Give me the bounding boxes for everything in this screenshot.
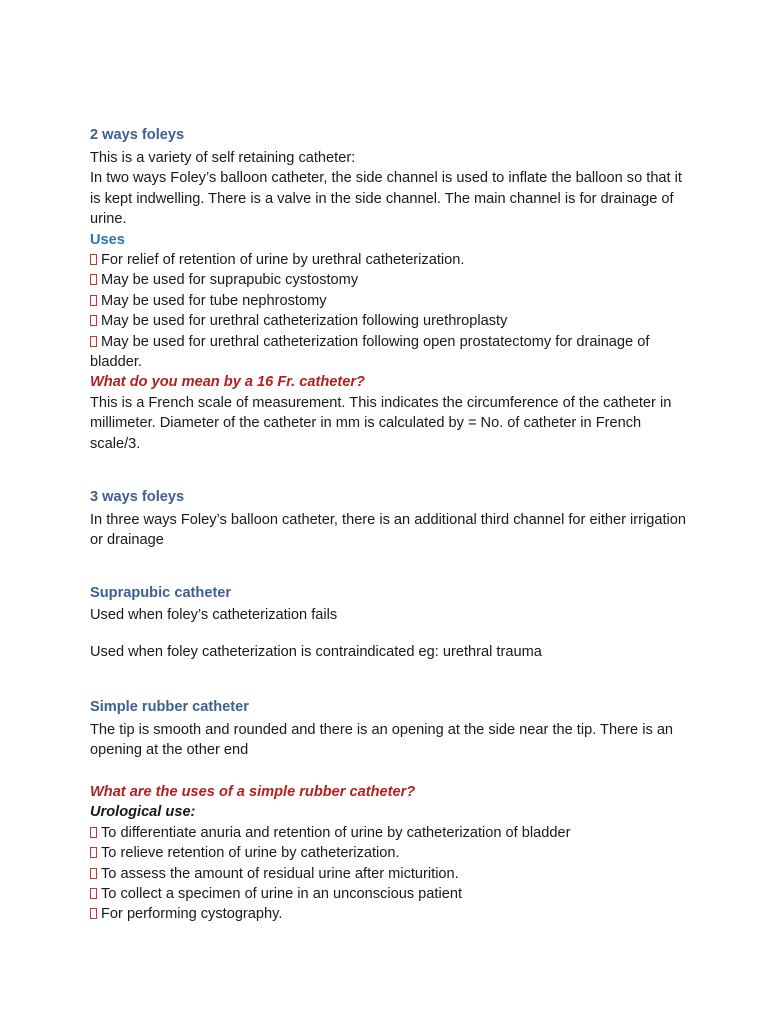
section-heading: Suprapubic catheter bbox=[90, 585, 232, 601]
paragraph: In two ways Foley’s balloon catheter, the side channel is used to inflate the balloon so that it is kept indwelling. There is a valve in the side channel. The main channel is for drainage of urine. bbox=[90, 170, 682, 228]
simple-body bbox=[90, 720, 690, 761]
section-heading: 2 ways foleys bbox=[90, 127, 185, 143]
section-heading: Simple rubber catheter bbox=[90, 699, 249, 715]
suprapubic-section bbox=[90, 583, 690, 603]
list-item: May be used for suprapubic cystostomy bbox=[90, 270, 690, 290]
list-item: To differentiate anuria and retention of urine by catheterization of bladder bbox=[90, 823, 690, 843]
list-item: To assess the amount of residual urine after micturition. bbox=[90, 864, 690, 884]
missing-glyph-box-icon bbox=[90, 315, 97, 326]
missing-glyph-box-icon bbox=[90, 827, 97, 838]
paragraph: Used when foley catheterization is contraindicated eg: urethral trauma bbox=[90, 644, 542, 660]
paragraph: In three ways Foley’s balloon catheter, there is an additional third channel for either irrigation or drainage bbox=[90, 512, 686, 549]
paragraph: This is a French scale of measurement. This indicates the circumference of the catheter in millimeter. Diameter of the catheter in mm is calculated by = No. of catheter in French scale/3. bbox=[90, 394, 672, 452]
list-item: May be used for urethral catheterization following urethroplasty bbox=[90, 311, 690, 331]
paragraph: This is a variety of self retaining catheter: bbox=[90, 150, 356, 166]
two-way-body bbox=[90, 148, 690, 454]
three-way-body bbox=[90, 510, 690, 551]
uses-label: Uses bbox=[90, 231, 125, 248]
question-heading: What do you mean by a 16 Fr. catheter? bbox=[90, 374, 365, 391]
two-way-section bbox=[90, 125, 690, 145]
list-item: For performing cystography. bbox=[90, 904, 690, 924]
missing-glyph-box-icon bbox=[90, 336, 97, 347]
list-item: For relief of retention of urine by urethral catheterization. bbox=[90, 250, 690, 270]
paragraph: Used when foley’s catheterization fails bbox=[90, 607, 338, 623]
missing-glyph-box-icon bbox=[90, 274, 97, 285]
list-item: May be used for tube nephrostomy bbox=[90, 291, 690, 311]
missing-glyph-box-icon bbox=[90, 868, 97, 879]
suprapubic-line-1 bbox=[90, 605, 690, 625]
question-heading: What are the uses of a simple rubber catheter? bbox=[90, 784, 416, 800]
list-item: To collect a specimen of urine in an unconscious patient bbox=[90, 884, 690, 904]
paragraph: The tip is smooth and rounded and there is an opening at the side near the tip. There is an opening at the other end bbox=[90, 722, 674, 759]
section-heading: 3 ways foleys bbox=[90, 489, 185, 505]
simple-uses bbox=[90, 782, 690, 925]
missing-glyph-box-icon bbox=[90, 254, 97, 265]
list-item: To relieve retention of urine by catheterization. bbox=[90, 843, 690, 863]
simple-section bbox=[90, 697, 690, 717]
subheading: Urological use: bbox=[90, 804, 196, 821]
missing-glyph-box-icon bbox=[90, 847, 97, 858]
missing-glyph-box-icon bbox=[90, 908, 97, 919]
three-way-section bbox=[90, 487, 690, 507]
missing-glyph-box-icon bbox=[90, 295, 97, 306]
missing-glyph-box-icon bbox=[90, 888, 97, 899]
suprapubic-line-2 bbox=[90, 642, 690, 662]
list-item: May be used for urethral catheterization following open prostatectomy for drainage of bladder. bbox=[90, 333, 650, 371]
